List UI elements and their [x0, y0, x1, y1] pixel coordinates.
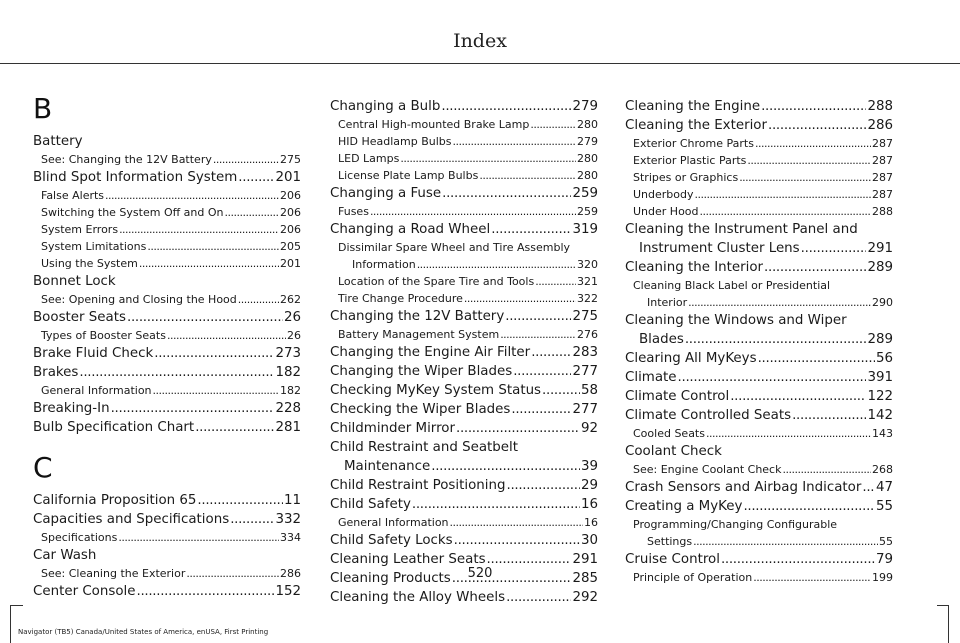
- entry-label: Types of Booster Seats: [41, 329, 166, 342]
- entry-label: Programming/Changing Configurable: [633, 518, 838, 531]
- dot-leader: [706, 425, 871, 442]
- index-subentry[interactable]: [625, 294, 893, 311]
- entry-label: Interior: [647, 296, 688, 309]
- entry-label: Changing a Fuse: [330, 186, 442, 201]
- dot-leader: [417, 256, 576, 273]
- index-entry[interactable]: [330, 588, 598, 607]
- entry-label: Bonnet Lock: [33, 274, 116, 289]
- entry-label: System Errors: [41, 223, 119, 236]
- dot-leader: [500, 326, 576, 343]
- dot-leader: [412, 495, 580, 514]
- index-heading[interactable]: [625, 442, 893, 461]
- dot-leader: [153, 382, 279, 399]
- entry-page-number: 259: [577, 205, 598, 218]
- entry-page-number: 206: [280, 223, 301, 236]
- entry-page-number: 289: [867, 260, 893, 275]
- entry-label: General Information: [338, 516, 449, 529]
- index-subentry[interactable]: [330, 150, 598, 167]
- entry-page-number: 26: [283, 310, 301, 325]
- dot-leader: [693, 533, 878, 550]
- index-subentry[interactable]: [330, 203, 598, 220]
- index-entry[interactable]: [33, 363, 301, 382]
- index-entry[interactable]: [625, 239, 893, 258]
- dot-leader: [464, 290, 576, 307]
- entry-page-number: 334: [280, 531, 301, 544]
- entry-page-number: 283: [572, 345, 598, 360]
- dot-leader: [400, 150, 576, 167]
- entry-page-number: 58: [580, 383, 598, 398]
- entry-label: Settings: [647, 535, 693, 548]
- entry-label: Capacities and Specifications: [33, 512, 230, 527]
- index-subentry[interactable]: [330, 256, 598, 273]
- dot-leader: [154, 344, 274, 363]
- index-entry[interactable]: [33, 344, 301, 363]
- entry-page-number: 320: [577, 258, 598, 271]
- entry-label: System Limitations: [41, 240, 147, 253]
- entry-page-number: 291: [867, 241, 893, 256]
- dot-leader: [513, 362, 571, 381]
- entry-page-number: 332: [275, 512, 301, 527]
- entry-page-number: 280: [577, 152, 598, 165]
- header-rule: [0, 63, 960, 64]
- index-subentry[interactable]: [33, 291, 301, 308]
- entry-label: Tire Change Procedure: [338, 292, 463, 305]
- entry-page-number: 30: [580, 533, 598, 548]
- index-subentry[interactable]: [625, 203, 893, 220]
- index-entry[interactable]: [330, 476, 598, 495]
- entry-label: Principle of Operation: [633, 571, 753, 584]
- index-heading[interactable]: [625, 220, 893, 239]
- entry-page-number: 201: [275, 170, 301, 185]
- dot-leader: [370, 203, 576, 220]
- entry-label: Using the System: [41, 257, 138, 270]
- entry-label: Cleaning the Alloy Wheels: [330, 590, 506, 605]
- dot-leader: [758, 349, 875, 368]
- entry-label: Climate: [625, 370, 677, 385]
- entry-page-number: 287: [872, 137, 893, 150]
- dot-leader: [761, 97, 866, 116]
- index-heading[interactable]: [33, 132, 301, 151]
- dot-leader: [755, 135, 871, 152]
- dot-leader: [511, 400, 571, 419]
- index-entry[interactable]: [330, 343, 598, 362]
- entry-label: HID Headlamp Bulbs: [338, 135, 452, 148]
- dot-leader: [119, 221, 279, 238]
- entry-page-number: 47: [875, 480, 893, 495]
- page-number: 520: [467, 566, 493, 581]
- entry-page-number: 206: [280, 189, 301, 202]
- index-entry[interactable]: [33, 582, 301, 601]
- dot-leader: [768, 116, 866, 135]
- index-entry[interactable]: [330, 307, 598, 326]
- entry-page-number: 273: [275, 346, 301, 361]
- index-entry[interactable]: [330, 362, 598, 381]
- index-entry[interactable]: [625, 258, 893, 277]
- entry-label: Battery: [33, 134, 83, 149]
- dot-leader: [535, 273, 576, 290]
- index-entry[interactable]: [33, 510, 301, 529]
- index-entry[interactable]: [33, 418, 301, 437]
- dot-leader: [792, 406, 866, 425]
- entry-label: Cooled Seats: [633, 427, 705, 440]
- dot-leader: [105, 187, 279, 204]
- entry-label: Specifications: [41, 531, 118, 544]
- section-letter: B: [33, 92, 53, 125]
- index-entry[interactable]: [625, 97, 893, 116]
- entry-label: Cleaning the Windows and Wiper: [625, 313, 847, 328]
- index-entry[interactable]: [330, 531, 598, 550]
- index-entry[interactable]: [625, 330, 893, 349]
- entry-label: False Alerts: [41, 189, 105, 202]
- index-subheading[interactable]: [625, 277, 893, 294]
- dot-leader: [542, 381, 580, 400]
- dot-leader: [442, 184, 571, 203]
- dot-leader: [801, 239, 867, 258]
- index-entry[interactable]: [33, 399, 301, 418]
- dot-leader: [739, 169, 871, 186]
- entry-page-number: 277: [572, 402, 598, 417]
- entry-page-number: 26: [287, 329, 301, 342]
- entry-page-number: 152: [275, 584, 301, 599]
- index-subentry[interactable]: [625, 461, 893, 478]
- index-subentry[interactable]: [33, 255, 301, 272]
- dot-leader: [238, 291, 279, 308]
- index-entry[interactable]: [330, 97, 598, 116]
- entry-page-number: 275: [572, 309, 598, 324]
- entry-label: Childminder Mirror: [330, 421, 455, 436]
- entry-page-number: 142: [867, 408, 893, 423]
- entry-label: Instrument Cluster Lens: [639, 241, 800, 256]
- index-entry[interactable]: [625, 368, 893, 387]
- dot-leader: [441, 97, 571, 116]
- entry-page-number: 259: [572, 186, 598, 201]
- entry-label: Climate Control: [625, 389, 730, 404]
- entry-label: Blades: [639, 332, 684, 347]
- index-entry[interactable]: [625, 478, 893, 497]
- index-entry[interactable]: [625, 387, 893, 406]
- index-subentry[interactable]: [625, 169, 893, 186]
- entry-label: Booster Seats: [33, 310, 126, 325]
- dot-leader: [506, 476, 579, 495]
- entry-label: Switching the System Off and On: [41, 206, 224, 219]
- entry-label: Clearing All MyKeys: [625, 351, 757, 366]
- index-subentry[interactable]: [33, 327, 301, 344]
- index-entry[interactable]: [330, 400, 598, 419]
- index-entry[interactable]: [330, 381, 598, 400]
- dot-leader: [506, 588, 571, 607]
- entry-label: See: Engine Coolant Check: [633, 463, 782, 476]
- entry-page-number: 279: [572, 99, 598, 114]
- entry-label: Under Hood: [633, 205, 699, 218]
- entry-label: Cleaning Black Label or Presidential: [633, 279, 831, 292]
- entry-page-number: 286: [280, 567, 301, 580]
- dot-leader: [225, 204, 280, 221]
- entry-label: See: Opening and Closing the Hood: [41, 293, 237, 306]
- entry-page-number: 292: [572, 590, 598, 605]
- index-entry[interactable]: [625, 406, 893, 425]
- entry-page-number: 276: [577, 328, 598, 341]
- entry-page-number: 182: [280, 384, 301, 397]
- entry-label: Fuses: [338, 205, 369, 218]
- dot-leader: [678, 368, 867, 387]
- entry-label: Car Wash: [33, 548, 97, 563]
- entry-label: California Proposition 65: [33, 493, 197, 508]
- index-subentry[interactable]: [625, 533, 893, 550]
- entry-page-number: 39: [580, 459, 598, 474]
- index-column-1: [33, 92, 301, 601]
- index-heading[interactable]: [330, 438, 598, 457]
- entry-label: Child Restraint and Seatbelt: [330, 440, 518, 455]
- entry-page-number: 319: [572, 222, 598, 237]
- entry-page-number: 285: [572, 571, 598, 586]
- index-subentry[interactable]: [625, 186, 893, 203]
- dot-leader: [862, 478, 875, 497]
- entry-page-number: 277: [572, 364, 598, 379]
- entry-label: Cleaning the Engine: [625, 99, 761, 114]
- index-subentry[interactable]: [33, 151, 301, 168]
- entry-label: Stripes or Graphics: [633, 171, 739, 184]
- page-header-title: Index: [453, 30, 507, 52]
- index-entry[interactable]: [330, 419, 598, 438]
- index-subentry[interactable]: [33, 382, 301, 399]
- dot-leader: [453, 133, 576, 150]
- dot-leader: [505, 307, 571, 326]
- entry-page-number: 286: [867, 118, 893, 133]
- entry-label: Creating a MyKey: [625, 499, 743, 514]
- entry-label: Checking MyKey System Status: [330, 383, 542, 398]
- entry-label: Checking the Wiper Blades: [330, 402, 511, 417]
- index-entry[interactable]: [330, 457, 598, 476]
- index-subentry[interactable]: [33, 187, 301, 204]
- dot-leader: [685, 330, 867, 349]
- index-entry[interactable]: [33, 491, 301, 510]
- entry-page-number: 268: [872, 463, 893, 476]
- entry-page-number: 182: [275, 365, 301, 380]
- dot-leader: [531, 343, 571, 362]
- index-subentry[interactable]: [625, 152, 893, 169]
- index-subentry[interactable]: [330, 116, 598, 133]
- entry-page-number: 288: [872, 205, 893, 218]
- entry-page-number: 281: [275, 420, 301, 435]
- entry-label: See: Cleaning the Exterior: [41, 567, 186, 580]
- footer-text: Navigator (TB5) Canada/United States of America, enUSA, First Printing: [18, 628, 269, 636]
- entry-page-number: 122: [867, 389, 893, 404]
- entry-page-number: 199: [872, 571, 893, 584]
- index-heading[interactable]: [33, 272, 301, 291]
- entry-label: Child Safety: [330, 497, 411, 512]
- dot-leader: [167, 327, 286, 344]
- entry-page-number: 16: [584, 516, 598, 529]
- entry-label: Changing a Bulb: [330, 99, 441, 114]
- entry-page-number: 287: [872, 188, 893, 201]
- entry-label: Brake Fluid Check: [33, 346, 154, 361]
- entry-label: Information: [352, 258, 416, 271]
- dot-leader: [479, 167, 576, 184]
- index-subheading[interactable]: [625, 516, 893, 533]
- index-subentry[interactable]: [330, 514, 598, 531]
- entry-page-number: 11: [283, 493, 301, 508]
- entry-page-number: 322: [577, 292, 598, 305]
- entry-label: Dissimilar Spare Wheel and Tire Assembly: [338, 241, 571, 254]
- entry-label: Location of the Spare Tire and Tools: [338, 275, 535, 288]
- entry-label: Central High-mounted Brake Lamp: [338, 118, 530, 131]
- crop-mark-left: [10, 605, 11, 643]
- index-subentry[interactable]: [330, 290, 598, 307]
- index-entry[interactable]: [625, 116, 893, 135]
- entry-label: Maintenance: [344, 459, 431, 474]
- entry-label: Child Restraint Positioning: [330, 478, 506, 493]
- entry-label: Cleaning Leather Seats: [330, 552, 486, 567]
- index-subheading[interactable]: [330, 239, 598, 256]
- entry-label: Breaking-In: [33, 401, 110, 416]
- entry-page-number: 290: [872, 296, 893, 309]
- dot-leader: [197, 491, 283, 510]
- dot-leader: [147, 238, 279, 255]
- entry-page-number: 291: [572, 552, 598, 567]
- entry-label: Cruise Control: [625, 552, 720, 567]
- entry-label: Coolant Check: [625, 444, 722, 459]
- entry-label: Center Console: [33, 584, 136, 599]
- entry-page-number: 228: [275, 401, 301, 416]
- dot-leader: [730, 387, 866, 406]
- entry-page-number: 56: [875, 351, 893, 366]
- entry-page-number: 201: [280, 257, 301, 270]
- entry-label: Crash Sensors and Airbag Indicator: [625, 480, 862, 495]
- entry-page-number: 16: [580, 497, 598, 512]
- entry-page-number: 288: [867, 99, 893, 114]
- entry-page-number: 279: [577, 135, 598, 148]
- dot-leader: [747, 152, 871, 169]
- dot-leader: [139, 255, 279, 272]
- entry-page-number: 280: [577, 169, 598, 182]
- dot-leader: [688, 294, 871, 311]
- index-subentry[interactable]: [33, 529, 301, 546]
- index-subentry[interactable]: [33, 204, 301, 221]
- dot-leader: [136, 582, 274, 601]
- entry-page-number: 262: [280, 293, 301, 306]
- entry-label: Exterior Plastic Parts: [633, 154, 747, 167]
- entry-label: License Plate Lamp Bulbs: [338, 169, 479, 182]
- index-subentry[interactable]: [33, 221, 301, 238]
- index-column-3: [625, 97, 893, 586]
- dot-leader: [695, 186, 872, 203]
- index-entry[interactable]: [33, 308, 301, 327]
- entry-page-number: 55: [879, 535, 893, 548]
- dot-leader: [454, 531, 580, 550]
- dot-leader: [530, 116, 576, 133]
- entry-label: General Information: [41, 384, 152, 397]
- entry-label: Cleaning Products: [330, 571, 451, 586]
- index-subentry[interactable]: [330, 273, 598, 290]
- crop-mark-right: [948, 605, 949, 643]
- entry-label: Changing the 12V Battery: [330, 309, 505, 324]
- index-subentry[interactable]: [33, 238, 301, 255]
- entry-page-number: 289: [867, 332, 893, 347]
- index-entry[interactable]: [330, 220, 598, 239]
- entry-page-number: 280: [577, 118, 598, 131]
- entry-label: Cleaning the Interior: [625, 260, 764, 275]
- dot-leader: [782, 461, 871, 478]
- entry-page-number: 391: [867, 370, 893, 385]
- dot-leader: [743, 497, 875, 516]
- entry-page-number: 143: [872, 427, 893, 440]
- entry-page-number: 287: [872, 171, 893, 184]
- entry-page-number: 321: [577, 275, 598, 288]
- entry-page-number: 55: [875, 499, 893, 514]
- dot-leader: [700, 203, 871, 220]
- dot-leader: [491, 220, 571, 239]
- index-subentry[interactable]: [330, 133, 598, 150]
- index-subentry[interactable]: [330, 167, 598, 184]
- entry-label: Cleaning the Instrument Panel and: [625, 222, 858, 237]
- entry-label: Climate Controlled Seats: [625, 408, 792, 423]
- entry-page-number: 206: [280, 206, 301, 219]
- dot-leader: [450, 514, 583, 531]
- dot-leader: [764, 258, 866, 277]
- entry-page-number: 92: [580, 421, 598, 436]
- entry-label: Changing the Wiper Blades: [330, 364, 513, 379]
- entry-label: Battery Management System: [338, 328, 500, 341]
- index-entry[interactable]: [625, 349, 893, 368]
- index-subentry[interactable]: [330, 326, 598, 343]
- dot-leader: [238, 168, 274, 187]
- dot-leader: [127, 308, 283, 327]
- index-subentry[interactable]: [625, 425, 893, 442]
- index-heading[interactable]: [33, 546, 301, 565]
- index-entry[interactable]: [330, 184, 598, 203]
- index-entry[interactable]: [625, 497, 893, 516]
- dot-leader: [230, 510, 274, 529]
- section-letter: C: [33, 451, 53, 484]
- dot-leader: [79, 363, 274, 382]
- entry-page-number: 79: [875, 552, 893, 567]
- entry-label: Exterior Chrome Parts: [633, 137, 754, 150]
- entry-label: LED Lamps: [338, 152, 400, 165]
- dot-leader: [213, 151, 279, 168]
- entry-page-number: 275: [280, 153, 301, 166]
- dot-leader: [431, 457, 580, 476]
- index-column-2: [330, 97, 598, 607]
- dot-leader: [456, 419, 580, 438]
- entry-label: See: Changing the 12V Battery: [41, 153, 212, 166]
- entry-label: Brakes: [33, 365, 79, 380]
- entry-label: Cleaning the Exterior: [625, 118, 767, 133]
- entry-label: Changing the Engine Air Filter: [330, 345, 531, 360]
- entry-label: Blind Spot Information System: [33, 170, 238, 185]
- entry-label: Changing a Road Wheel: [330, 222, 491, 237]
- index-entry[interactable]: [330, 495, 598, 514]
- entry-label: Underbody: [633, 188, 694, 201]
- index-heading[interactable]: [625, 311, 893, 330]
- index-entry[interactable]: [33, 168, 301, 187]
- dot-leader: [195, 418, 274, 437]
- dot-leader: [111, 399, 275, 418]
- entry-page-number: 205: [280, 240, 301, 253]
- entry-label: Child Safety Locks: [330, 533, 453, 548]
- entry-page-number: 29: [580, 478, 598, 493]
- dot-leader: [118, 529, 279, 546]
- entry-page-number: 287: [872, 154, 893, 167]
- index-subentry[interactable]: [625, 135, 893, 152]
- entry-label: Bulb Specification Chart: [33, 420, 195, 435]
